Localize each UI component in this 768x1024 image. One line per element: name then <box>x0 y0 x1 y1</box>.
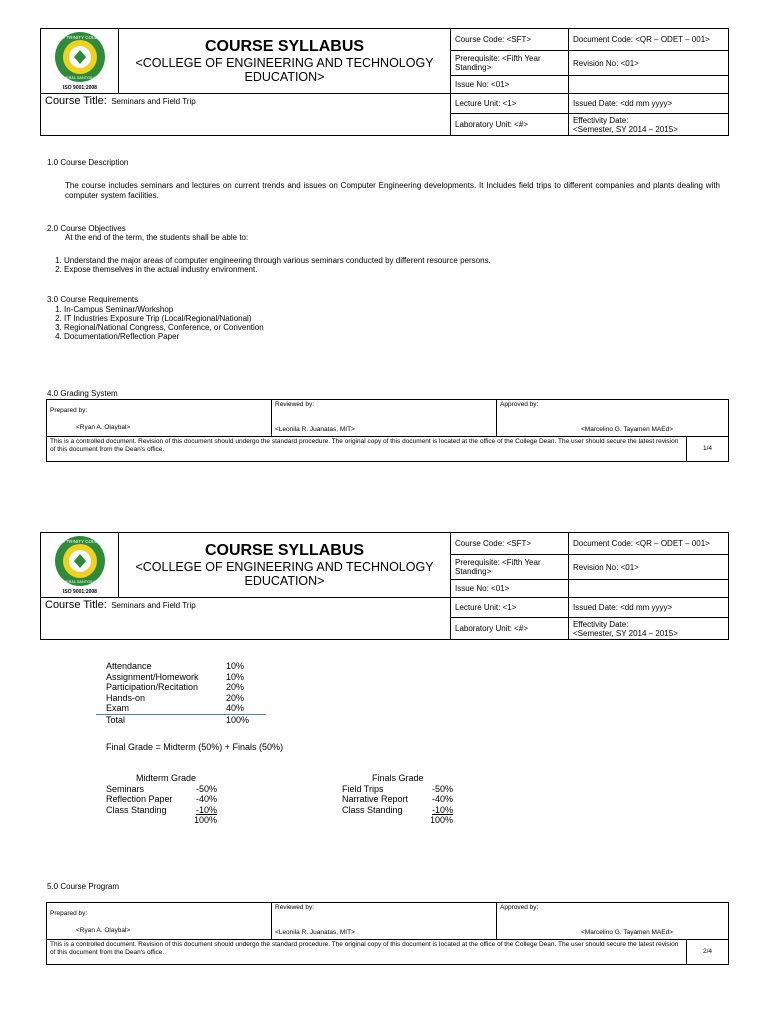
list-item: 1. Understand the major areas of computer engineering through various seminars conducted by different resource persons. <box>64 256 754 265</box>
list-item: 2. IT Industries Exposure Trip (Local/Regional/National) <box>64 314 264 323</box>
svg-text:GENERAL SANTOS CITY: GENERAL SANTOS CITY <box>57 580 102 584</box>
midterm-row: Class Standing -10% <box>106 804 218 815</box>
section-1-heading: 1.0 Course Description <box>47 158 129 167</box>
final-grade-formula: Final Grade = Midterm (50%) + Finals (50%) <box>106 742 284 752</box>
svg-text:ISO 9001:2008: ISO 9001:2008 <box>62 589 97 595</box>
objectives-list <box>42 256 754 274</box>
course-description: The course includes seminars and lectures on current trends and issues on Computer Engineering developments. It Includes field trips to different companies and plants dealing with computer system facilities. <box>65 181 720 200</box>
section-3-heading: 3.0 Course Requirements <box>47 295 139 304</box>
list-item: 1. In-Campus Seminar/Workshop <box>64 305 264 314</box>
grading-row: Attendance 10% <box>106 661 245 671</box>
course-code: Course Code: <SFT> <box>451 29 569 51</box>
approval-footer-page2 <box>46 902 729 965</box>
issued-date: Issued Date: <dd mm yyyy> <box>569 598 729 618</box>
list-item: 3. Regional/National Congress, Conference, or Convention <box>64 323 264 332</box>
college-seal-icon <box>47 533 113 595</box>
lecture-unit: Lecture Unit: <1> <box>451 94 569 114</box>
syllabus-header-page1 <box>40 28 729 136</box>
finals-row: Class Standing -10% <box>342 804 454 815</box>
finals-total: 100% <box>430 815 454 825</box>
effectivity-date: Effectivity Date: <Semester, SY 2014 – 2015> <box>569 114 729 136</box>
course-title: Seminars and Field Trip <box>111 601 196 610</box>
college-logo <box>41 533 119 598</box>
issue-no: Issue No: <01> <box>451 75 569 93</box>
list-item: 2. Expose themselves in the actual industry environment. <box>64 265 754 274</box>
issued-date: Issued Date: <dd mm yyyy> <box>569 94 729 114</box>
finals-title: Finals Grade <box>372 773 424 783</box>
midterm-row: Seminars -50% <box>106 783 218 794</box>
page-number: 1/4 <box>687 437 729 462</box>
issue-no: Issue No: <01> <box>451 579 569 597</box>
midterm-grade-block <box>106 773 246 826</box>
page-title: COURSE SYLLABUS <box>204 542 365 559</box>
revision-no: Revision No: <01> <box>569 51 729 75</box>
header-title-cell <box>119 533 451 598</box>
laboratory-unit: Laboratory Unit: <#> <box>451 618 569 640</box>
finals-row: Field Trips -50% <box>342 783 454 794</box>
section-5-heading: 5.0 Course Program <box>47 882 120 891</box>
college-name-line1: <COLLEGE OF ENGINEERING AND TECHNOLOGY <box>135 56 434 70</box>
prepared-by-cell: Prepared by: <Ryan A. Olaybal> <box>47 400 272 437</box>
grading-row: Hands-on 20% <box>106 692 245 703</box>
revision-no: Revision No: <01> <box>569 555 729 579</box>
prepared-by-cell: Prepared by: <Ryan A. Olaybal> <box>47 903 272 940</box>
reviewed-by-cell: Reviewed by: <Leonila R. Juanatas, MIT> <box>272 903 497 940</box>
finals-grade-block <box>342 773 482 826</box>
approval-footer-page1 <box>46 399 729 462</box>
reviewed-by-cell: Reviewed by: <Leonila R. Juanatas, MIT> <box>272 400 497 437</box>
college-name-line2: EDUCATION> <box>244 574 325 588</box>
objectives-intro: At the end of the term, the students shall be able to: <box>65 233 249 242</box>
course-title-cell <box>41 94 451 136</box>
approved-by-cell: Approved by: <Marcelino G. Tayamen MAEd> <box>497 903 729 940</box>
syllabus-header-page2 <box>40 532 729 640</box>
controlled-document-notice: This is a controlled document. Revision of this document should undergo the standard procedure. The original copy of this document is located at the office of the College Dean. The user should secure the latest revision of this document from the Dean's office. <box>47 940 687 965</box>
college-name-line1: <COLLEGE OF ENGINEERING AND TECHNOLOGY <box>135 560 434 574</box>
course-code: Course Code: <SFT> <box>451 533 569 555</box>
section-4-heading: 4.0 Grading System <box>47 389 118 398</box>
document-code: Document Code: <QR – ODET – 001> <box>569 29 729 51</box>
list-item: 4. Documentation/Reflection Paper <box>64 332 264 341</box>
page-number: 2/4 <box>687 940 729 965</box>
svg-text:ISO 9001:2008: ISO 9001:2008 <box>62 85 97 91</box>
page-title: COURSE SYLLABUS <box>204 38 365 55</box>
lecture-unit: Lecture Unit: <1> <box>451 598 569 618</box>
header-title-cell <box>119 29 451 94</box>
course-title-cell <box>41 598 451 640</box>
grading-breakdown <box>106 661 266 725</box>
controlled-document-notice: This is a controlled document. Revision of this document should undergo the standard procedure. The original copy of this document is located at the office of the College Dean. The user should secure the latest revision of this document from the Dean's office. <box>47 437 687 462</box>
svg-text:HOLY TRINITY COLLEGE: HOLY TRINITY COLLEGE <box>53 539 106 544</box>
college-name-line2: EDUCATION> <box>244 70 325 84</box>
course-title: Seminars and Field Trip <box>111 97 196 106</box>
laboratory-unit: Laboratory Unit: <#> <box>451 114 569 136</box>
prerequisite: Prerequisite: <Fifth Year Standing> <box>451 51 569 75</box>
college-logo <box>41 29 119 94</box>
grading-row: Assignment/Homework 10% <box>106 671 245 682</box>
grading-row: Exam 40% <box>96 703 266 715</box>
course-title-label: Course Title: <box>45 95 107 107</box>
grading-row: Participation/Recitation 20% <box>106 682 245 692</box>
course-title-label: Course Title: <box>45 599 107 611</box>
midterm-row: Reflection Paper -40% <box>106 794 218 804</box>
section-2-heading: 2.0 Course Objectives <box>47 224 126 233</box>
document-code: Document Code: <QR – ODET – 001> <box>569 533 729 555</box>
effectivity-date: Effectivity Date: <Semester, SY 2014 – 2015> <box>569 618 729 640</box>
midterm-total: 100% <box>194 815 218 825</box>
svg-text:GENERAL SANTOS CITY: GENERAL SANTOS CITY <box>57 76 102 80</box>
college-seal-icon <box>47 29 113 91</box>
approved-by-cell: Approved by: <Marcelino G. Tayamen MAEd> <box>497 400 729 437</box>
svg-text:HOLY TRINITY COLLEGE: HOLY TRINITY COLLEGE <box>53 35 106 40</box>
finals-row: Narrative Report -40% <box>342 794 454 804</box>
midterm-title: Midterm Grade <box>136 773 197 783</box>
prerequisite: Prerequisite: <Fifth Year Standing> <box>451 555 569 579</box>
grading-total-row: Total 100% <box>106 714 250 725</box>
requirements-list <box>42 305 264 341</box>
